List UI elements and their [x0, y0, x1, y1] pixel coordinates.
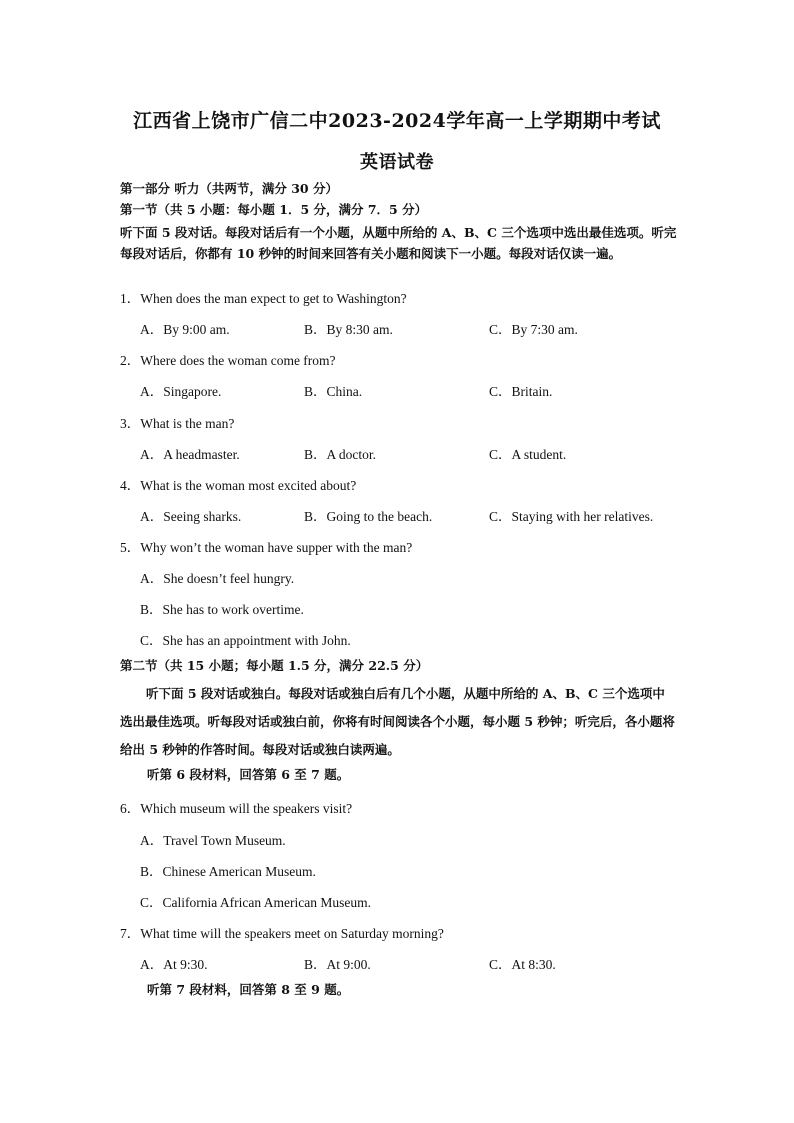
option-b: B．Chinese American Museum.	[140, 864, 316, 879]
option-b: B．A doctor.	[304, 447, 377, 462]
option-a: A．A headmaster.	[140, 447, 240, 462]
question-stem: 5．Why won’t the woman have supper with the man?	[120, 540, 413, 555]
exam-subtitle: 英语试卷	[360, 152, 434, 173]
option-a: A．At 9:30.	[140, 957, 208, 972]
option-a: A．Travel Town Museum.	[140, 833, 286, 848]
option-b: B．By 8:30 am.	[304, 322, 393, 337]
question-stem: 4．What is the woman most excited about?	[120, 478, 357, 493]
section2-heading: 第二节（共 15 小题；每小题 1.5 分，满分 22.5 分）	[120, 658, 429, 673]
question-stem: 7．What time will the speakers meet on Saturday morning?	[120, 926, 444, 941]
option-c: C．At 8:30.	[489, 957, 556, 972]
option-c: C．Britain.	[489, 384, 553, 399]
section1-heading: 第一节（共 5 小题：每小题 1．5 分，满分 7．5 分）	[120, 202, 428, 217]
exam-title: 江西省上饶市广信二中2023-2024学年高一上学期期中考试	[133, 110, 661, 132]
option-a: A．She doesn’t feel hungry.	[140, 571, 295, 586]
option-b: B．She has to work overtime.	[140, 602, 304, 617]
material-6-note: 听第 6 段材料，回答第 6 至 7 题。	[147, 767, 350, 782]
option-a: A．Seeing sharks.	[140, 509, 242, 524]
question-stem: 3．What is the man?	[120, 416, 235, 431]
material-7-note: 听第 7 段材料，回答第 8 至 9 题。	[147, 982, 350, 997]
option-c: C．Staying with her relatives.	[489, 509, 654, 524]
option-b: B．China.	[304, 384, 363, 399]
section1-instructions: 听下面 5 段对话。每段对话后有一个小题，从题中所给的 A、B、C 三个选项中选出最佳选项。听完每段对话后，你都有 10 秒钟的时间来回答有关小题和阅读下一小题。每段对话仅读一遍。	[120, 225, 677, 261]
question-stem: 1．When does the man expect to get to Washington?	[120, 291, 407, 306]
option-b: B．Going to the beach.	[304, 509, 433, 524]
option-c: C．She has an appointment with John.	[140, 633, 351, 648]
option-c: C．By 7:30 am.	[489, 322, 578, 337]
option-b: B．At 9:00.	[304, 957, 371, 972]
part1-heading: 第一部分 听力（共两节，满分 30 分）	[120, 181, 338, 196]
option-c: C．A student.	[489, 447, 567, 462]
option-a: A．By 9:00 am.	[140, 322, 230, 337]
question-stem: 2．Where does the woman come from?	[120, 353, 336, 368]
question-stem: 6．Which museum will the speakers visit?	[120, 801, 353, 816]
option-c: C．California African American Museum.	[140, 895, 371, 910]
option-a: A．Singapore.	[140, 384, 222, 399]
section2-instructions: 听下面 5 段对话或独白。每段对话或独白后有几个小题，从题中所给的 A、B、C 三个选项中选出最佳选项。听每段对话或独白前，你将有时间阅读各个小题，每小题 5 秒钟；听完后，各小题将给出 5 秒钟的作答时间。每段对话或独白读两遍。	[120, 686, 675, 757]
